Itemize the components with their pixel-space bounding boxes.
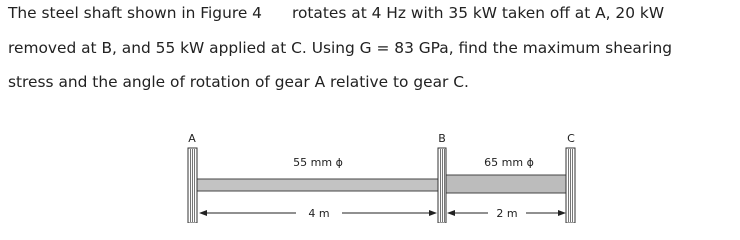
gear-a [188,148,197,223]
problem-text-line-2: removed at B, and 55 kW applied at C. Using G = 83 GPa, find the maximum shearing [8,39,672,57]
diameter-label-ab: 55 mm ϕ [293,156,343,169]
gear-b [438,148,446,223]
problem-text-fragment: The steel shaft shown in Figure 4 [8,4,262,22]
length-label-bc: 2 m [496,207,518,220]
length-label-ab: 4 m [308,207,330,220]
diameter-label-bc: 65 mm ϕ [484,156,534,169]
shaft-segment-ab [197,179,438,191]
gear-label-a: A [188,132,196,145]
gear-c [566,148,575,223]
problem-text-fragment: rotates at 4 Hz with 35 kW taken off at A, 20 kW [291,4,665,22]
shaft-segment-bc [446,175,566,193]
gear-label-c: C [567,132,575,145]
gear-label-b: B [438,132,446,145]
problem-text-line-3: stress and the angle of rotation of gear A relative to gear C. [8,73,469,91]
